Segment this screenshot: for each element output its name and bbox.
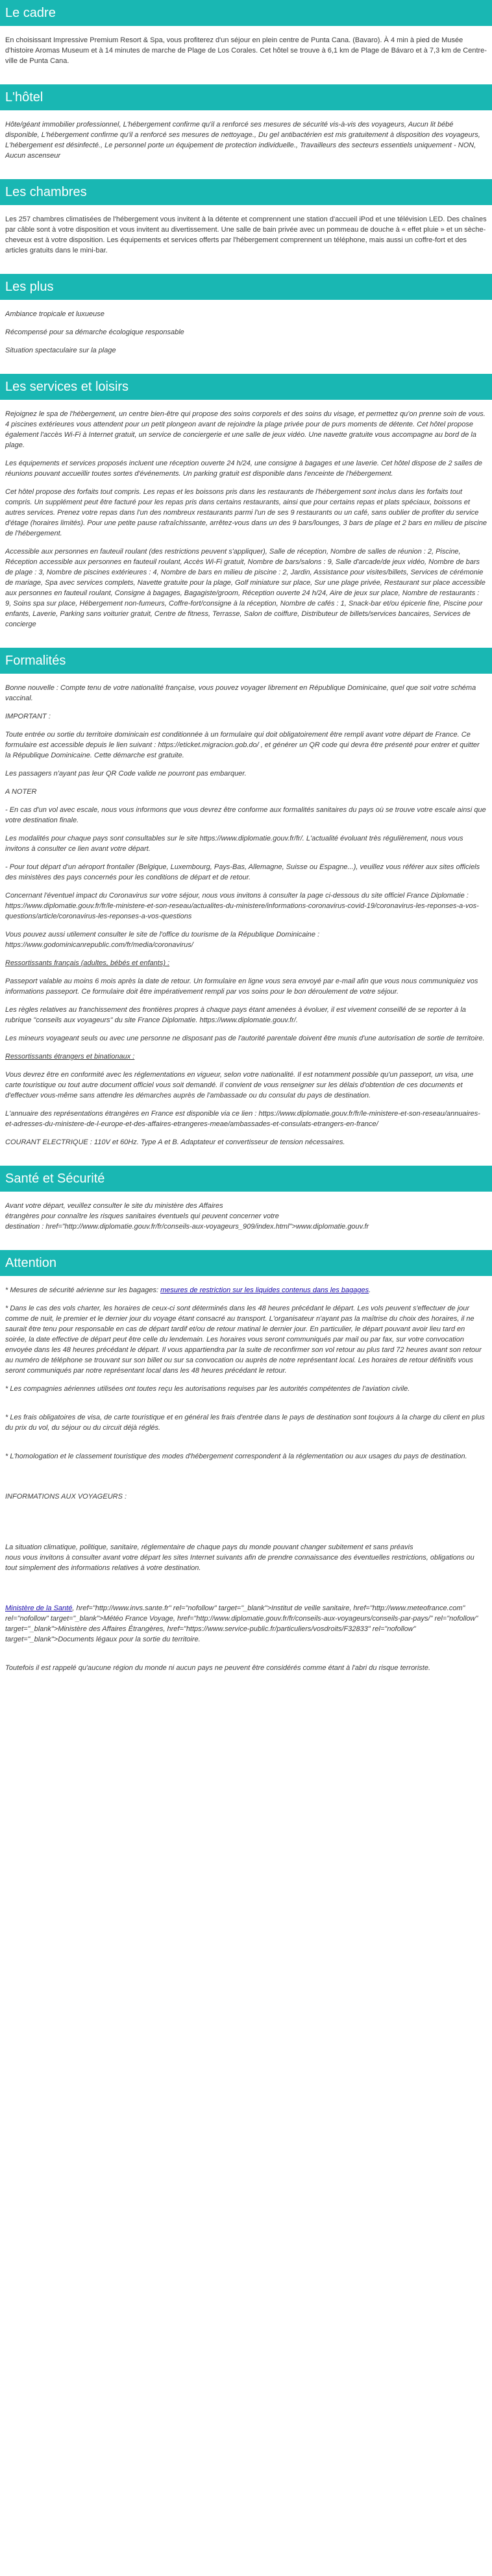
section-title-chambres: Les chambres — [0, 179, 492, 205]
section-sante — [0, 1166, 492, 1232]
services-amenities-list: Accessible aux personnes en fauteuil roulant (des restrictions peuvent s'appliquer), Salle de réception, Nombre de salles de réunion : 2, Piscine, Réception accessible aux personnes en fauteuil roulant, Accès Wi-Fi gratuit, Nombre de bars/salons : 9, Salle d'arcade/de jeux vidéo, Nombre de bars de plage : 3, Nombre de piscines extérieures : 4, Nombre de bars en milieu de piscine : 2, Jardin, Assistance pour visites/billets, Services de cérémonie de mariage, Spa avec services complets, Navette gratuite pour la plage, Golf miniature sur place, Sur une plage privée, Restaurant sur place accessible aux personnes en fauteuil roulant, Consigne à bagages, Bagagiste/groom, Réception ouverte 24 h/24, Aire de jeux sur place, Nombre de restaurants : 9, Soins spa sur place, Hébergement non-fumeurs, Coffre-fort/consigne à la réception, Nombre de cafés : 1, Snack-bar et/ou épicerie fine, Piscine pour enfants, Laverie, Parking sans voiturier gratuit, Centre de fitness, Terrasse, Salon de coiffure, Distributeur de billets/services bancaires, Services de concierge — [5, 548, 486, 628]
hotel-text: Hôte/géant immobilier professionnel, L'hébergement confirme qu'il a renforcé ses mesures de sécurité vis-à-vis des voyageurs, Aucun lit bébé disponible, L'hébergement confirme qu'il a renforcé ses mesures de nettoyage., Du gel antibactérien est mis gratuitement à disposition des voyageurs, L'hébergement est désinfecté., Le personnel porte un équipement de protection individuelle., Travailleurs des secteurs essentiels uniquement - NON, Aucun ascenseur — [5, 121, 480, 160]
section-hotel — [0, 84, 492, 161]
baggage-security — [5, 1285, 487, 1295]
section-title-services: Les services et loisirs — [0, 374, 492, 400]
useful-links-rest: , href="http://www.invs.sante.fr" rel="nofollow" target="_blank">Institut de veille sanitaire, href="http://www.meteofrance.com" rel="nofollow" target="_blank">Météo France Voyage, href="http://www.diplomatie.gouv.fr/fr/conseils-aux-voyageurs/conseils-par-pays/" rel="nofollow" target="_blank">Ministère des Affaires Étrangères, href="https://www.service-public.fr/particuliers/vosdroits/F32833" rel="nofollow" target="_blank">Documents légaux pour la sortie du territoire. — [5, 1604, 478, 1643]
electric-current: COURANT ELECTRIQUE : 110V et 60Hz. Type A et B. Adaptateur et convertisseur de tension nécessaires. — [5, 1138, 345, 1146]
section-formalites — [0, 648, 492, 1147]
embassy-directory: L'annuaire des représentations étrangères en France est disponible via ce lien : https://www.diplomatie.gouv.fr/fr/le-ministere-et-son-reseau/annuaires-et-adresses-du-ministere-de-l-europe-et-des-affaires-etrangeres-meae/ambassades-et-consulats-etrangers-en-france/ — [5, 1110, 480, 1128]
travelers-info-label: INFORMATIONS AUX VOYAGEURS : — [5, 1493, 127, 1501]
french-nationals-text: Passeport valable au moins 6 mois après la date de retour. Un formulaire en ligne vous sera envoyé par e-mail afin que vous nous communiquiez vos informations passeport. Ce formulaire doit être impérativement rempli par vos soins pour le bon déroulement de votre séjour. — [5, 977, 478, 996]
covid-info: Concernant l'éventuel impact du Coronavirus sur votre séjour, nous vous invitons à consulter la page ci-dessous du site officiel France Diplomatie : https://www.diplomatie.gouv.fr/fr/le-ministere-et-son-reseau/actualites-du-ministere/informations-coronavirus-covid-19/coronavirus-les-reponses-a-vos-questions/article/coronavirus-les-reponses-a-vos-questions — [5, 892, 479, 920]
useful-links — [5, 1603, 487, 1645]
liquids-restriction-link[interactable]: mesures de restriction sur les liquides contenus dans les bagages — [160, 1286, 369, 1294]
foreign-nationals-label: Ressortissants étrangers et binationaux : — [5, 1053, 135, 1061]
plus-item: Récompensé pour sa démarche écologique responsable — [5, 328, 184, 336]
noter-label: A NOTER — [5, 788, 37, 796]
classification-info: * L'homologation et le classement touristique des modes d'hébergement correspondent à la réglementation ou aux usages du pays de destination. — [5, 1453, 467, 1460]
section-cadre — [0, 0, 492, 66]
services-paragraph: Rejoignez le spa de l'hébergement, un centre bien-être qui propose des soins corporels et des soins du visage, et permettez qu'on prenne soin de vous. 4 piscines extérieures vous attendent pour un petit plongeon avant de rejoindre la plage privée pour de purs moments de détente. Cet hôtel propose également l'accès Wi-Fi à Internet gratuit, un service de conciergerie et une salle de jeux vidéo. Une navette gratuite vous accompagne au bord de la plage. — [5, 410, 486, 449]
section-title-formalites: Formalités — [0, 648, 492, 674]
baggage-security-suffix: . — [369, 1286, 371, 1294]
section-title-hotel: L'hôtel — [0, 84, 492, 110]
formalites-intro: Bonne nouvelle : Compte tenu de votre nationalité française, vous pouvez voyager librement en République Dominicaine, quel que soit votre schéma vaccinal. — [5, 684, 476, 702]
charter-flights-info: * Dans le cas des vols charter, les horaires de ceux-ci sont déterminés dans les 48 heures précédant le départ. Les vols peuvent s'effectuer de jour comme de nuit, le premier et le dernier jour du voyage étant consacré au transport. L'organisateur n'ayant pas la maîtrise du choix des horaires, il ne saurait être tenu pour responsable en cas de départ tardif et/ou de retour matinal le dernier jour. En particulier, le départ pouvant avoir lieu tard en soirée, la date effective de départ peut être celle du lendemain. Les horaires vous seront communiqués par mail ou par fax, sur votre convocation envoyée dans les 48 heures précédant le départ. Il vous appartiendra par la suite de reconfirmer son vol retour au plus tard 72 heures avant son retour au numéro de téléphone se trouvant sur son billet ou sur sa convocation ou auprès de notre représentant local. Les horaires de retour définitifs vous seront communiqués par notre représentant local dans les 48 heures précédant le retour. — [5, 1305, 482, 1375]
services-paragraph: Les équipements et services proposés incluent une réception ouverte 24 h/24, une consigne à bagages et une laverie. Cet hôtel dispose de 2 salles de réunions pouvant accueillir toutes sortes d'événements. Un parking gratuit est disponible dans l'enceinte de l'hébergement. — [5, 460, 483, 478]
plus-item: Situation spectaculaire sur la plage — [5, 347, 116, 354]
section-title-cadre: Le cadre — [0, 0, 492, 26]
section-title-sante: Santé et Sécurité — [0, 1166, 492, 1192]
qr-note: Les passagers n'ayant pas leur QR Code valide ne pourront pas embarquer. — [5, 770, 247, 778]
noter-item: - En cas d'un vol avec escale, nous vous informons que vous devrez être conforme aux formalités sanitaires du pays où se trouve votre escale ainsi que votre destination finale. — [5, 806, 486, 824]
baggage-security-prefix: * Mesures de sécurité aérienne sur les bagages: — [5, 1286, 161, 1294]
airlines-info: * Les compagnies aériennes utilisées ont toutes reçu les autorisations requises par les autorités compétentes de l'aviation civile. — [5, 1385, 410, 1393]
foreign-nationals-text: Vous devrez être en conformité avec les réglementations en vigueur, selon votre nationalité. Il est notamment possible qu'un passeport, un visa, une carte touristique ou tout autre document officiel vous soit demandé. Il convient de vous renseigner sur les délais d'obtention de ces documents et d'effectuer vous-même sans attendre les démarches auprès de l'ambassade ou du consulat du pays de destination. — [5, 1071, 474, 1099]
noter-item: - Pour tout départ d'un aéroport frontalier (Belgique, Luxembourg, Pays-Bas, Allemagne, Suisse ou Espagne...), veuillez vous référer aux sites officiels des ministères des pays concernés pour les conditions de départ et de retour. — [5, 863, 480, 881]
section-title-plus: Les plus — [0, 274, 492, 300]
section-services — [0, 374, 492, 630]
ministere-sante-link[interactable]: Ministère de la Santé — [5, 1604, 73, 1612]
terrorism-warning: Toutefois il est rappelé qu'aucune région du monde ni aucun pays ne peuvent être considérés comme étant à l'abri du risque terroriste. — [5, 1664, 431, 1672]
services-paragraph: Cet hôtel propose des forfaits tout compris. Les repas et les boissons pris dans les restaurants de l'hébergement sont inclus dans les forfaits tout compris. Un supplément peut être facturé pour les repas pris dans certains restaurants, ainsi que pour certains repas et plats spéciaux, boissons et autres services. Prenez votre repas dans l'un des nombreux restaurants parmi l'un de ses 9 restaurants ou un café, sans oublier de profiter du service d'étage (horaires limités). Pour une petite pause rafraîchissante, arrêtez-vous dans un des 9 bars/lounges, 3 bars de plage et 2 bars en milieu de piscine de l'hébergement. — [5, 488, 487, 537]
border-rules: Les règles relatives au franchissement des frontières propres à chaque pays étant amenées à évoluer, il est vivement conseillé de se reporter à la rubrique "conseils aux voyageurs" du site France Diplomatie. https://www.diplomatie.gouv.fr/. — [5, 1006, 466, 1024]
section-chambres — [0, 179, 492, 256]
situation-info: La situation climatique, politique, sanitaire, réglementaire de chaque pays du monde pouvant changer subitement et sans préavis nous vous invitons à consulter avant votre départ les sites Internet suivants afin de prendre connaissance des éventuelles restrictions, obligations ou tout simplement des informations relatives à votre destination. — [5, 1543, 474, 1572]
plus-item: Ambiance tropicale et luxueuse — [5, 310, 105, 318]
tourism-info: Vous pouvez aussi utilement consulter le site de l'office du tourisme de la République Dominicaine : https://www.godominicanrepublic.com/fr/media/coronavirus/ — [5, 931, 320, 949]
chambres-text: Les 257 chambres climatisées de l'hébergement vous invitent à la détente et comprennent une station d'accueil iPod et une télévision LED. Des chaînes par câble sont à votre disposition et vous invitent au divertissement. Une salle de bain privée avec un pommeau de douche à « effet pluie » et un sèche-cheveux est à votre disposition. Les équipements et services offerts par l'hébergement comprennent un téléphone, mais aussi un coffre-fort et des articles gratuits dans le mini-bar. — [5, 215, 487, 254]
minors-info: Les mineurs voyageant seuls ou avec une personne ne disposant pas de l'autorité parentale doivent être munis d'une autorisation de sortie de territoire. — [5, 1035, 485, 1042]
noter-item: Les modalités pour chaque pays sont consultables sur le site https://www.diplomatie.gouv.fr/fr/. L'actualité évoluant très régulièrement, nous vous invitons à consulter ce lien avant votre départ. — [5, 835, 463, 853]
cadre-text: En choisissant Impressive Premium Resort & Spa, vous profiterez d'un séjour en plein centre de Punta Cana. (Bavaro). À 4 min à pied de Musée d'histoire Aromas Museum et à 14 minutes de marche de Plage de Los Corales. Cet hôtel se trouve à 6,1 km de Plage de Bávaro et à 7,3 km de Centre-ville de Punta Cana. — [5, 36, 487, 65]
section-attention — [0, 1250, 492, 1673]
section-plus — [0, 274, 492, 356]
important-label: IMPORTANT : — [5, 713, 51, 720]
sante-text: Avant votre départ, veuillez consulter le site du ministère des Affaires étrangères pour connaître les risques sanitaires éventuels qui peuvent concerner votre destination : href="http://www.diplomatie.gouv.fr/fr/conseils-aux-voyageurs_909/index.html">www.diplomatie.gouv.fr — [5, 1202, 369, 1231]
important-text: Toute entrée ou sortie du territoire dominicain est conditionnée à un formulaire qui doit obligatoirement être rempli avant votre départ de France. Ce formulaire est accessible depuis le lien suivant : https://eticket.migracion.gob.do/ , et générer un QR code qui devra être présenté pour entrer et quitter la République Dominicaine. Cette démarche est gratuite. — [5, 731, 480, 759]
section-title-attention: Attention — [0, 1250, 492, 1276]
fees-info: * Les frais obligatoires de visa, de carte touristique et en général les frais d'entrée dans le pays de destination sont toujours à la charge du client en plus du prix du vol, du séjour ou du circuit déjà réglés. — [5, 1414, 485, 1432]
french-nationals-label: Ressortissants français (adultes, bébés et enfants) : — [5, 959, 170, 967]
